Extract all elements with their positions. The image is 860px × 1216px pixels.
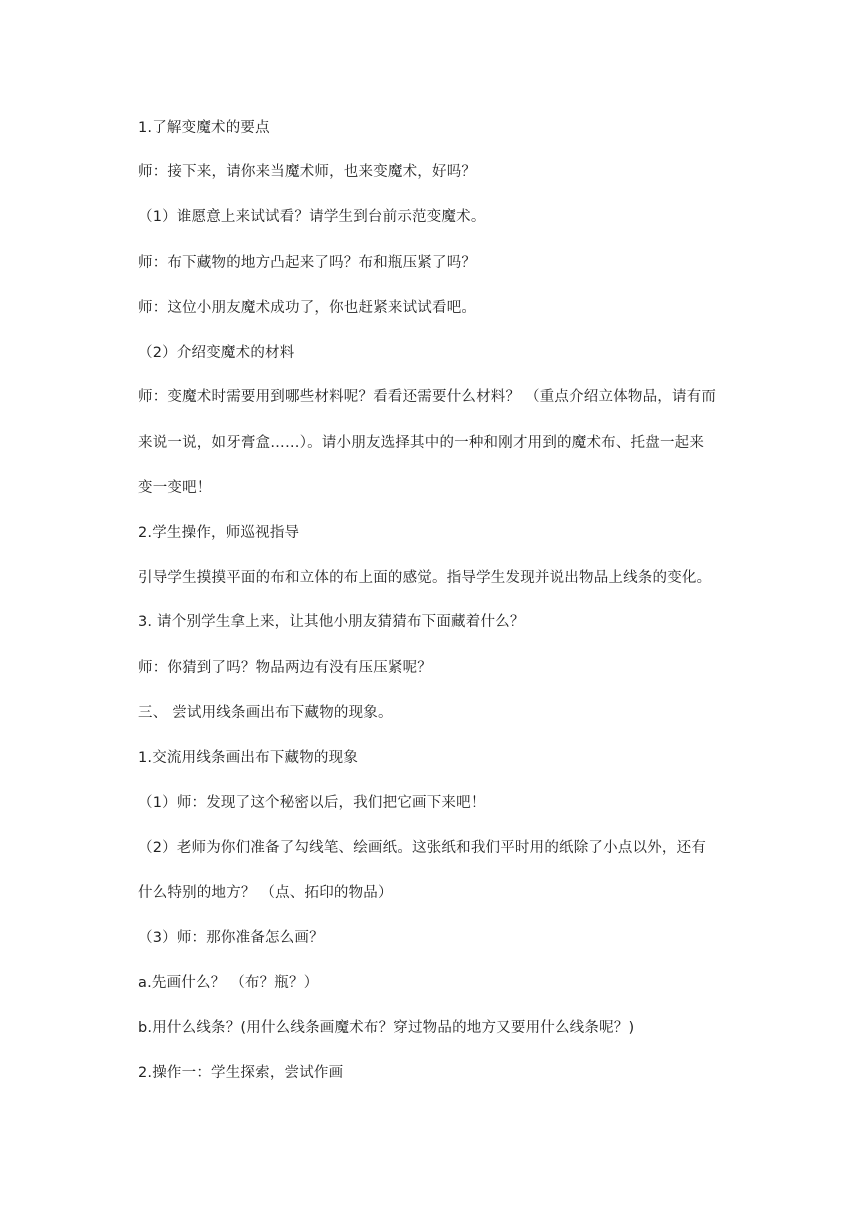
text-line: （1）谁愿意上来试试看？请学生到台前示范变魔术。 <box>138 209 486 225</box>
text-line: 师：布下藏物的地方凸起来了吗？布和瓶压紧了吗？ <box>138 255 477 271</box>
text-line: 师：接下来，请你来当魔术师，也来变魔术，好吗？ <box>138 164 477 180</box>
text-line: 1.交流用线条画出布下藏物的现象 <box>138 750 359 766</box>
text-line: 来说一说，如牙膏盒……）。请小朋友选择其中的一种和刚才用到的魔术布、托盘一起来 <box>138 435 705 451</box>
section-heading: 三、 尝试用线条画出布下藏物的现象。 <box>138 705 393 721</box>
text-line: （1）师：发现了这个秘密以后，我们把它画下来吧！ <box>138 795 486 811</box>
text-line: b.用什么线条？(用什么线条画魔术布？穿过物品的地方又要用什么线条呢？) <box>138 1020 635 1036</box>
text-line: （2）老师为你们准备了勾线笔、绘画纸。这张纸和我们平时用的纸除了小点以外，还有 <box>138 840 707 856</box>
text-line: 2.学生操作，师巡视指导 <box>138 525 300 541</box>
text-line: 3. 请个别学生拿上来，让其他小朋友猜猜布下面藏着什么？ <box>138 614 525 630</box>
text-line: 师：你猜到了吗？物品两边有没有压压紧呢？ <box>138 660 432 676</box>
text-line: 引导学生摸摸平面的布和立体的布上面的感觉。指导学生发现并说出物品上线条的变化。 <box>138 570 712 586</box>
text-line: 2.操作一：学生探索，尝试作画 <box>138 1065 344 1081</box>
text-line: 1.了解变魔术的要点 <box>138 120 270 136</box>
text-line: 变一变吧！ <box>138 480 212 496</box>
text-line: 什么特别的地方？ （点、拓印的物品） <box>138 885 393 901</box>
text-line: （2）介绍变魔术的材料 <box>138 345 295 361</box>
text-line: （3）师：那你准备怎么画？ <box>138 930 324 946</box>
text-line: 师：变魔术时需要用到哪些材料呢？看看还需要什么材料？ （重点介绍立体物品，请有而 <box>138 389 717 405</box>
text-line: 师：这位小朋友魔术成功了，你也赶紧来试试看吧。 <box>138 300 477 316</box>
text-line: a.先画什么？ （布？瓶？） <box>138 975 319 991</box>
